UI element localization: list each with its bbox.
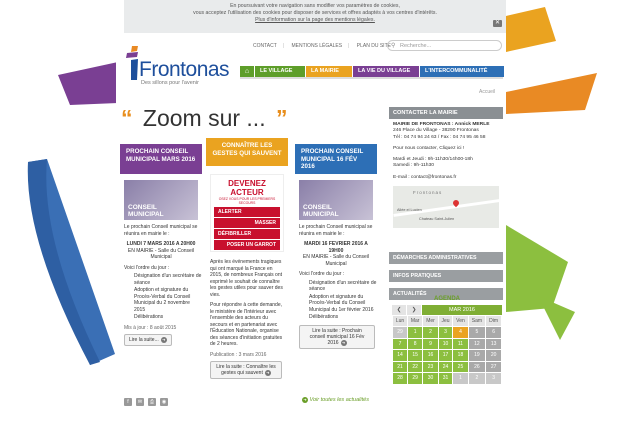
card-3-date: MARDI 16 FEVRIER 2016 A 19H00 (304, 241, 368, 254)
day-name: Mar (408, 316, 422, 326)
calendar-day[interactable]: 25 (453, 362, 467, 373)
calendar-day[interactable]: 6 (486, 327, 501, 338)
card-2-read-more-button[interactable] (210, 361, 282, 379)
calendar-day[interactable]: 1 (408, 327, 422, 338)
calendar-day[interactable]: 15 (408, 350, 422, 361)
calendar-day[interactable]: 8 (408, 339, 422, 350)
card-1-agenda-intro: Voici l'ordre du jour : (124, 264, 170, 271)
calendar-day[interactable]: 20 (486, 350, 501, 361)
home-button[interactable] (240, 66, 254, 77)
nav-item-vie-du-village[interactable]: LA VIE DU VILLAGE (353, 66, 419, 77)
all-news-label: Voir toutes les actualités (309, 397, 369, 403)
calendar-week-row (393, 327, 501, 338)
sidebar-menu (389, 252, 503, 300)
calendar-day[interactable]: 2 (469, 373, 486, 384)
open-quote: “ (121, 105, 133, 131)
calendar-month: MAR 2016 (422, 305, 502, 315)
card-3-button-label: Lire la suite : Prochain conseil municipal 16 Fév 2016 (309, 327, 365, 346)
list-item: Délibérations (309, 314, 339, 320)
prev-month-button[interactable]: ❮ (392, 305, 406, 315)
sidebar-item-actualites[interactable]: ACTUALITÉS (389, 288, 503, 300)
card-1-intro: Le prochain Conseil municipal se réunira en mairie le : (124, 224, 198, 237)
card-1-title: PROCHAIN CONSEIL MUNICIPAL MARS 2016 (126, 148, 196, 163)
map-label: Chateau Saint-Julien (419, 217, 455, 222)
card-1-image (124, 180, 198, 220)
nav-item-mairie[interactable]: LA MAIRIE (306, 66, 352, 77)
calendar-body (393, 327, 501, 384)
calendar-days-row (393, 316, 501, 326)
card-1-header[interactable] (120, 144, 202, 174)
calendar-week-row (393, 373, 501, 384)
cookie-close-button[interactable]: ✕ (494, 20, 501, 26)
calendar-day[interactable]: 18 (453, 350, 467, 361)
card-3-place: EN MAIRIE - Salle du Conseil Municipal (302, 254, 370, 267)
calendar-day[interactable]: 11 (453, 339, 467, 350)
logo[interactable] (124, 44, 234, 88)
calendar-week-row (393, 362, 501, 373)
calendar-header (392, 305, 502, 315)
contact-header: CONTACTER LA MAIRIE (389, 107, 503, 119)
list-item: Adoption et signature du Procès-Verbal du Conseil Municipal du 1er février 2016 (309, 293, 374, 313)
card-1-agenda-list (134, 273, 202, 321)
nav-item-intercommunalite[interactable]: L'INTERCOMMUNALITÉ (420, 66, 504, 77)
cookie-text-1: En poursuivant votre navigation sans modifier vos paramètres de cookies, (230, 3, 400, 9)
list-item: Désignation d'un secrétaire de séance (309, 279, 377, 292)
zoom-title: Zoom sur ... (142, 105, 266, 131)
day-name: Dim (486, 316, 501, 326)
calendar-day[interactable]: 23 (423, 362, 437, 373)
card-3-read-more-button[interactable] (299, 325, 375, 349)
calendar-day[interactable]: 29 (393, 327, 407, 338)
calendar-week-row (393, 339, 501, 350)
sidebar-item-infos[interactable]: INFOS PRATIQUES (389, 270, 503, 282)
calendar-day[interactable]: 5 (469, 327, 486, 338)
list-item: Délibérations (134, 314, 164, 320)
calendar-day[interactable]: 22 (408, 362, 422, 373)
calendar-day[interactable]: 14 (393, 350, 407, 361)
address-line: 246 Place du Village - 38290 Frontonas (393, 128, 479, 134)
news-card-1 (120, 144, 202, 346)
contact-link[interactable]: CONTACT (253, 43, 277, 49)
card-3-agenda-list (309, 280, 377, 321)
calendar-day[interactable]: 1 (453, 373, 467, 384)
calendar-day[interactable]: 16 (423, 350, 437, 361)
card-2-header[interactable] (206, 138, 288, 166)
close-quote: ” (275, 105, 288, 131)
agenda-title: AGENDA (434, 296, 461, 302)
cookie-text-2: vous acceptez l'utilisation des cookies pour disposer de services et offres adaptés à vos centres d'intérêts. (193, 10, 437, 16)
list-item: Désignation d'un secrétaire de séance (134, 273, 202, 286)
sitemap-link[interactable]: PLAN DU SITE (356, 43, 391, 49)
all-news-link[interactable] (302, 397, 369, 403)
calendar-day[interactable]: 28 (393, 373, 407, 384)
map-label: Allée el Lucien (397, 208, 422, 213)
calendar-day[interactable]: 26 (469, 362, 486, 373)
cookie-banner (124, 0, 506, 33)
news-card-3 (295, 144, 377, 349)
card-3-agenda-intro: Voici l'ordre du jour : (299, 271, 345, 277)
calendar-day[interactable]: 27 (486, 362, 501, 373)
news-card-2 (206, 138, 288, 379)
card-2-poster-subtitle: OSEZ VOUS POUR LES PREMIERS SECOURS (218, 197, 276, 205)
search-input[interactable] (387, 40, 502, 51)
calendar-day[interactable]: 12 (469, 339, 486, 350)
card-2-poster-action-4: POSER UN GARROT (214, 240, 280, 250)
calendar-day[interactable]: 17 (439, 350, 453, 361)
arrow-right-icon: ➜ (341, 339, 346, 345)
next-month-button[interactable]: ❯ (407, 305, 421, 315)
card-2-poster-action-3: DÉFIBRILLER (214, 229, 280, 239)
sidebar-item-demarches[interactable]: DÉMARCHES ADMINISTRATIVES (389, 252, 503, 264)
social-links (124, 398, 168, 406)
day-name: Lun (393, 316, 407, 326)
address-line: MAIRIE DE FRONTONAS : Annick MERLE (393, 122, 490, 127)
calendar-day[interactable]: 21 (393, 362, 407, 373)
card-3-intro: Le prochain Conseil municipal se réunira en mairie le : (299, 224, 373, 237)
card-2-poster-action-2: MASSER (214, 218, 280, 228)
contact-link[interactable]: Pour nous contacter, Cliquez ici ! (393, 145, 465, 151)
card-1-read-more-button[interactable] (124, 334, 172, 346)
card-2-poster-action-1: ALERTER (214, 207, 280, 217)
print-icon[interactable]: ⎙ (149, 399, 154, 405)
map-label: Frontonas (413, 190, 443, 196)
breadcrumb[interactable]: Accueil (479, 89, 496, 95)
main-navigation (240, 66, 504, 77)
search-placeholder: Recherche... (400, 43, 432, 49)
calendar-week-row (393, 350, 501, 361)
address-line: Tél : 04 74 94 24 63 / Fax : 04 74 95 46 58 (393, 134, 486, 140)
facebook-icon[interactable]: f (124, 398, 132, 406)
card-2-poster-title: DEVENEZ ACTEUR (228, 179, 266, 197)
logo-tagline: Des sillons pour l'avenir (141, 80, 199, 86)
card-3-image (299, 180, 373, 220)
card-2-text-2: Pour répondre à cette demande, le ministère de l'Intérieur avec l'ensemble des acteurs du secours et en partenariat avec l'Éducation Nationale, organise des séances d'initiation gratuites de 2 heures. (210, 302, 283, 347)
day-name: Jeu (439, 316, 453, 326)
opening-hours: Mardi et Jeudi : 9h-11h30/14h00-18h (393, 157, 473, 163)
calendar-day[interactable]: 30 (423, 373, 437, 384)
list-item: Adoption et signature du Procès-Verbal du Conseil Municipal du 2 novembre 2015 (134, 287, 191, 313)
email-link[interactable]: E-mail : contact@frontonas.fr (393, 174, 457, 180)
card-2-poster (210, 174, 284, 252)
calendar-day[interactable]: 7 (393, 339, 407, 350)
calendar-day[interactable]: 2 (423, 327, 437, 338)
calendar-day[interactable]: 29 (408, 373, 422, 384)
arrow-right-icon: ➜ (303, 397, 307, 402)
nav-item-village[interactable]: LE VILLAGE (255, 66, 305, 77)
arrow-right-icon: ➜ (162, 337, 166, 342)
logo-wordmark: Frontonas (139, 58, 230, 81)
card-2-button-label: Lire la suite : Connaître les gestes qui sauvent (216, 364, 276, 376)
card-2-title: CONNAÎTRE LES GESTES QUI SAUVENT (212, 142, 282, 157)
calendar-day[interactable]: 31 (439, 373, 453, 384)
agenda-calendar (392, 305, 502, 385)
calendar-day[interactable]: 4 (453, 327, 467, 338)
cookie-link[interactable]: Plus d'information sur la page des mentions légales. (255, 17, 375, 23)
card-1-published: Mis à jour : 8 août 2015 (124, 324, 177, 331)
day-name: Mer (423, 316, 437, 326)
opening-hours: Samedi : 9h-11h30 (393, 163, 434, 169)
card-1-date: LUNDI 7 MARS 2016 A 20H00 (126, 241, 196, 247)
calendar-day[interactable]: 10 (439, 339, 453, 350)
calendar-day[interactable]: 3 (439, 327, 453, 338)
search-icon: ⚲ (391, 43, 396, 49)
calendar-day[interactable]: 24 (439, 362, 453, 373)
calendar-day[interactable]: 9 (423, 339, 437, 350)
calendar-day[interactable]: 13 (486, 339, 501, 350)
top-links: CONTACT | MENTIONS LÉGALES | PLAN DU SITE (253, 43, 391, 49)
rss-icon[interactable]: ◉ (161, 399, 167, 405)
email-icon[interactable]: ✉ (137, 399, 143, 405)
location-map[interactable] (393, 186, 499, 228)
card-2-text-1: Après les événements tragiques qui ont marqué la France en 2015, de nombreux Français ont exprimé le souhait de connaître les gestes utiles pour sauver des vies. (210, 259, 283, 298)
zoom-heading (121, 105, 287, 132)
calendar-day[interactable]: 19 (469, 350, 486, 361)
sidebar (389, 107, 503, 300)
card-1-place: EN MAIRIE - Salle du Conseil Municipal (127, 247, 195, 260)
card-1-button-label: Lire la suite... (129, 337, 159, 343)
legal-mentions-link[interactable]: MENTIONS LÉGALES (291, 43, 343, 49)
day-name: Sam (469, 316, 486, 326)
nav-underline (240, 77, 503, 79)
card-3-header[interactable] (295, 144, 377, 174)
card-2-published: Publication : 3 mars 2016 (210, 351, 267, 358)
day-name: Ven (453, 316, 467, 326)
card-3-title: PROCHAIN CONSEIL MUNICIPAL 16 FÉV 2016 (301, 148, 364, 170)
mairie-address (389, 119, 503, 184)
home-icon: ⌂ (244, 68, 250, 75)
card-3-image-label: CONSEIL MUNICIPAL (303, 204, 339, 218)
card-1-image-label: CONSEIL MUNICIPAL (128, 204, 164, 218)
calendar-day[interactable]: 3 (486, 373, 501, 384)
calendar-grid (392, 315, 502, 385)
arrow-right-icon: ➜ (266, 370, 270, 375)
